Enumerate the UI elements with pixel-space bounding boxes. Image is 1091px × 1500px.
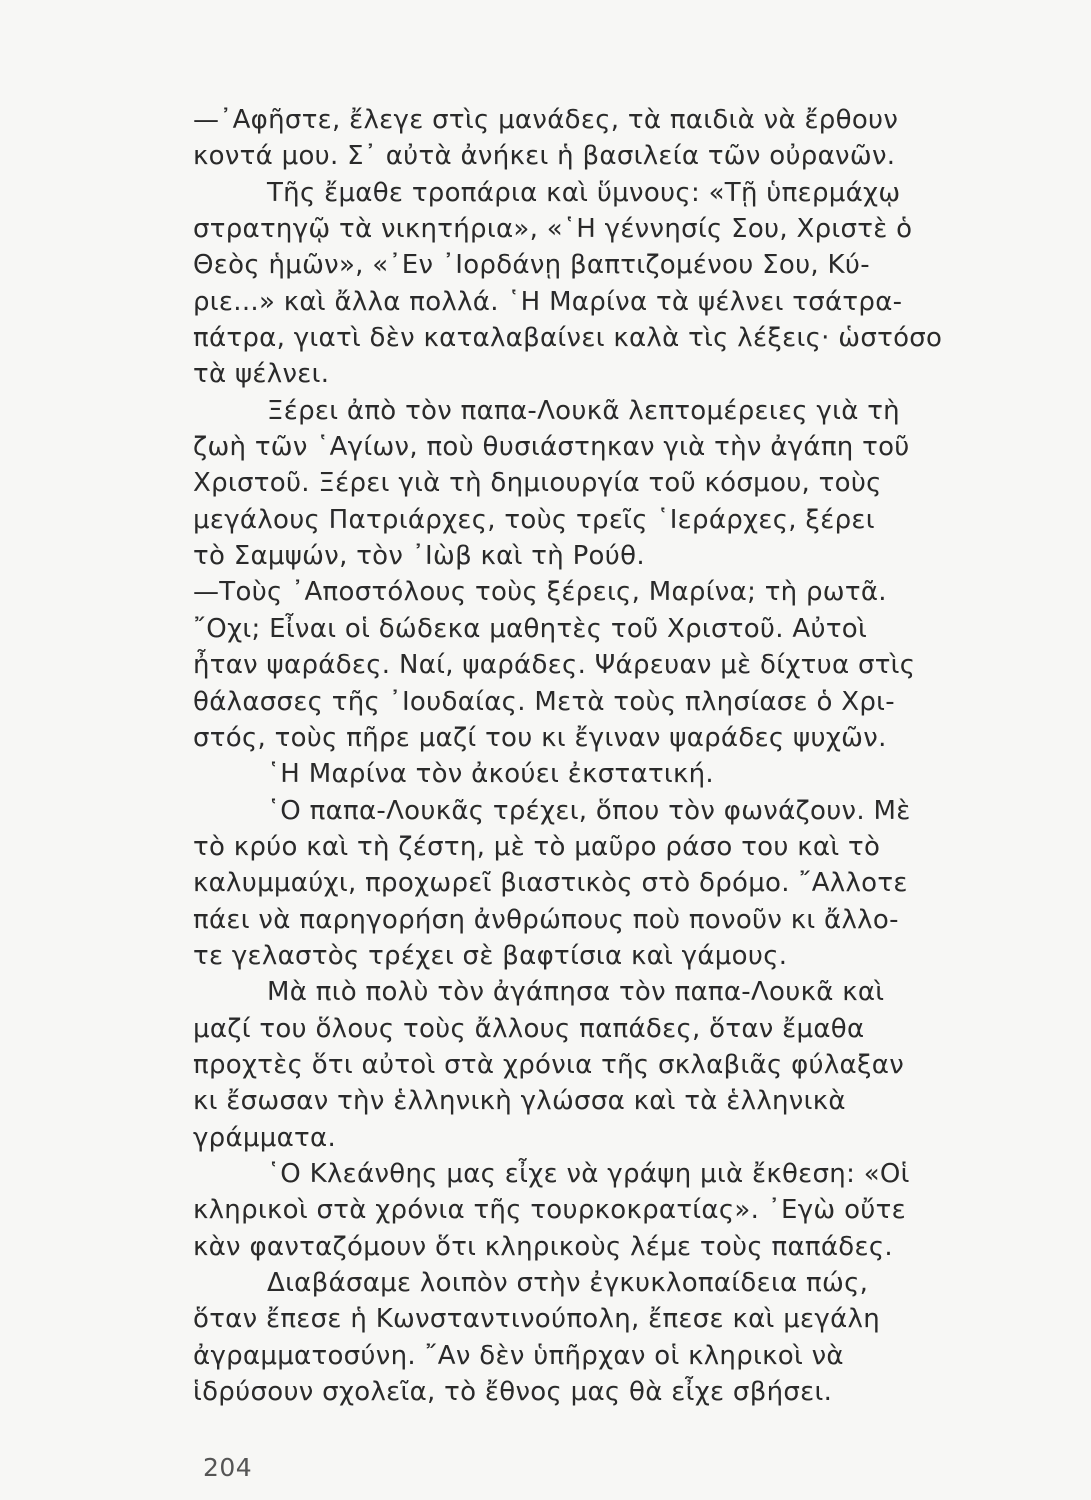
text-line: μεγάλους Πατριάρχες, τοὺς τρεῖς ῾Ιεράρχες, ξέρει [193, 504, 875, 535]
text-line: Χριστοῦ. Ξέρει γιὰ τὴ δημιουργία τοῦ κόσμου, τοὺς [193, 468, 882, 499]
text-line: κοντά μου. Σ᾿ αὐτὰ ἀνήκει ἡ βασιλεία τῶν οὐρανῶν. [193, 141, 896, 172]
text-line: ῾Η Μαρίνα τὸν ἀκούει ἐκστατική. [267, 759, 714, 790]
text-line: —Τοὺς ᾿Αποστόλους τοὺς ξέρεις, Μαρίνα; τὴ ρωτᾶ. [193, 577, 887, 608]
text-line: Μὰ πιὸ πολὺ τὸν ἀγάπησα τὸν παπα-Λουκᾶ καὶ [267, 977, 885, 1008]
text-line: Ξέρει ἀπὸ τὸν παπα-Λουκᾶ λεπτομέρειες γιὰ τὴ [267, 395, 900, 426]
text-line: κὰν φανταζόμουν ὅτι κληρικοὺς λέμε τοὺς παπάδες. [193, 1231, 893, 1262]
text-line: ἀγραμματοσύνη. ῎Αν δὲν ὑπῆρχαν οἱ κληρικοὶ νὰ [193, 1340, 844, 1371]
text-line: τὸ κρύο καὶ τὴ ζέστη, μὲ τὸ μαῦρο ράσο του καὶ τὸ [193, 831, 881, 862]
text-line: Τῆς ἔμαθε τροπάρια καὶ ὕμνους: «Τῇ ὑπερμάχῳ [267, 177, 901, 208]
text-line: κι ἔσωσαν τὴν ἑλληνικὴ γλώσσα καὶ τὰ ἑλληνικὰ [193, 1086, 846, 1117]
text-line: ῾Ο παπα-Λουκᾶς τρέχει, ὅπου τὸν φωνάζουν. Μὲ [267, 795, 911, 826]
text-line: ῾Ο Κλεάνθης μας εἶχε νὰ γράψη μιὰ ἔκθεση: «Οἱ [267, 1158, 910, 1189]
text-line: καλυμμαύχι, προχωρεῖ βιαστικὸς στὸ δρόμο. ῎Αλλοτε [193, 868, 908, 899]
page-number: 204 [203, 1453, 253, 1482]
text-line: ῎Οχι; Εἶναι οἱ δώδεκα μαθητὲς τοῦ Χριστοῦ. Αὐτοὶ [193, 613, 868, 644]
text-line: τὰ ψέλνει. [193, 359, 330, 390]
text-line: ριε...» καὶ ἄλλα πολλά. ῾Η Μαρίνα τὰ ψέλνει τσάτρα- [193, 286, 903, 317]
text-line: Θεὸς ἡμῶν», «᾿Εν ᾿Ιορδάνῃ βαπτιζομένου Σου, Κύ- [193, 250, 870, 281]
text-line: ζωὴ τῶν ῾Αγίων, ποὺ θυσιάστηκαν γιὰ τὴν ἀγάπη τοῦ [193, 432, 910, 463]
text-line: πάει νὰ παρηγορήση ἀνθρώπους ποὺ πονοῦν κι ἄλλο- [193, 904, 899, 935]
text-line: κληρικοὶ στὰ χρόνια τῆς τουρκοκρατίας». ᾿Εγὼ οὔτε [193, 1195, 906, 1226]
text-line: στός, τοὺς πῆρε μαζί του κι ἔγιναν ψαράδες ψυχῶν. [193, 722, 887, 753]
text-line: —᾿Αφῆστε, ἔλεγε στὶς μανάδες, τὰ παιδιὰ νὰ ἔρθουν [193, 105, 899, 135]
text-line: ἦταν ψαράδες. Ναί, ψαράδες. Ψάρευαν μὲ δίχτυα στὶς [193, 650, 916, 681]
text-line: ὅταν ἔπεσε ἡ Κωνσταντινούπολη, ἔπεσε καὶ μεγάλη [193, 1304, 880, 1335]
text-line: Διαβάσαμε λοιπὸν στὴν ἐγκυκλοπαίδεια πώς, [267, 1268, 869, 1298]
text-line: γράμματα. [193, 1122, 337, 1153]
text-line: προχτὲς ὅτι αὐτοὶ στὰ χρόνια τῆς σκλαβιᾶς φύλαξαν [193, 1049, 905, 1080]
text-line: τὸ Σαμψών, τὸν ᾿Ιὼβ καὶ τὴ Ρούθ. [193, 541, 645, 572]
body-text [193, 102, 1045, 1410]
text-line: θάλασσες τῆς ᾿Ιουδαίας. Μετὰ τοὺς πλησίασε ὁ Χρι- [193, 686, 895, 717]
text-line: στρατηγῷ τὰ νικητήρια», «῾Η γέννησίς Σου, Χριστὲ ὁ [193, 214, 913, 245]
text-line: πάτρα, γιατὶ δὲν καταλαβαίνει καλὰ τὶς λέξεις· ὡστόσο [193, 323, 943, 354]
text-line: ἱδρύσουν σχολεῖα, τὸ ἔθνος μας θὰ εἶχε σβήσει. [193, 1377, 833, 1408]
text-line: τε γελαστὸς τρέχει σὲ βαφτίσια καὶ γάμους. [193, 940, 788, 971]
text-line: μαζί του ὅλους τοὺς ἄλλους παπάδες, ὅταν ἔμαθα [193, 1013, 865, 1044]
